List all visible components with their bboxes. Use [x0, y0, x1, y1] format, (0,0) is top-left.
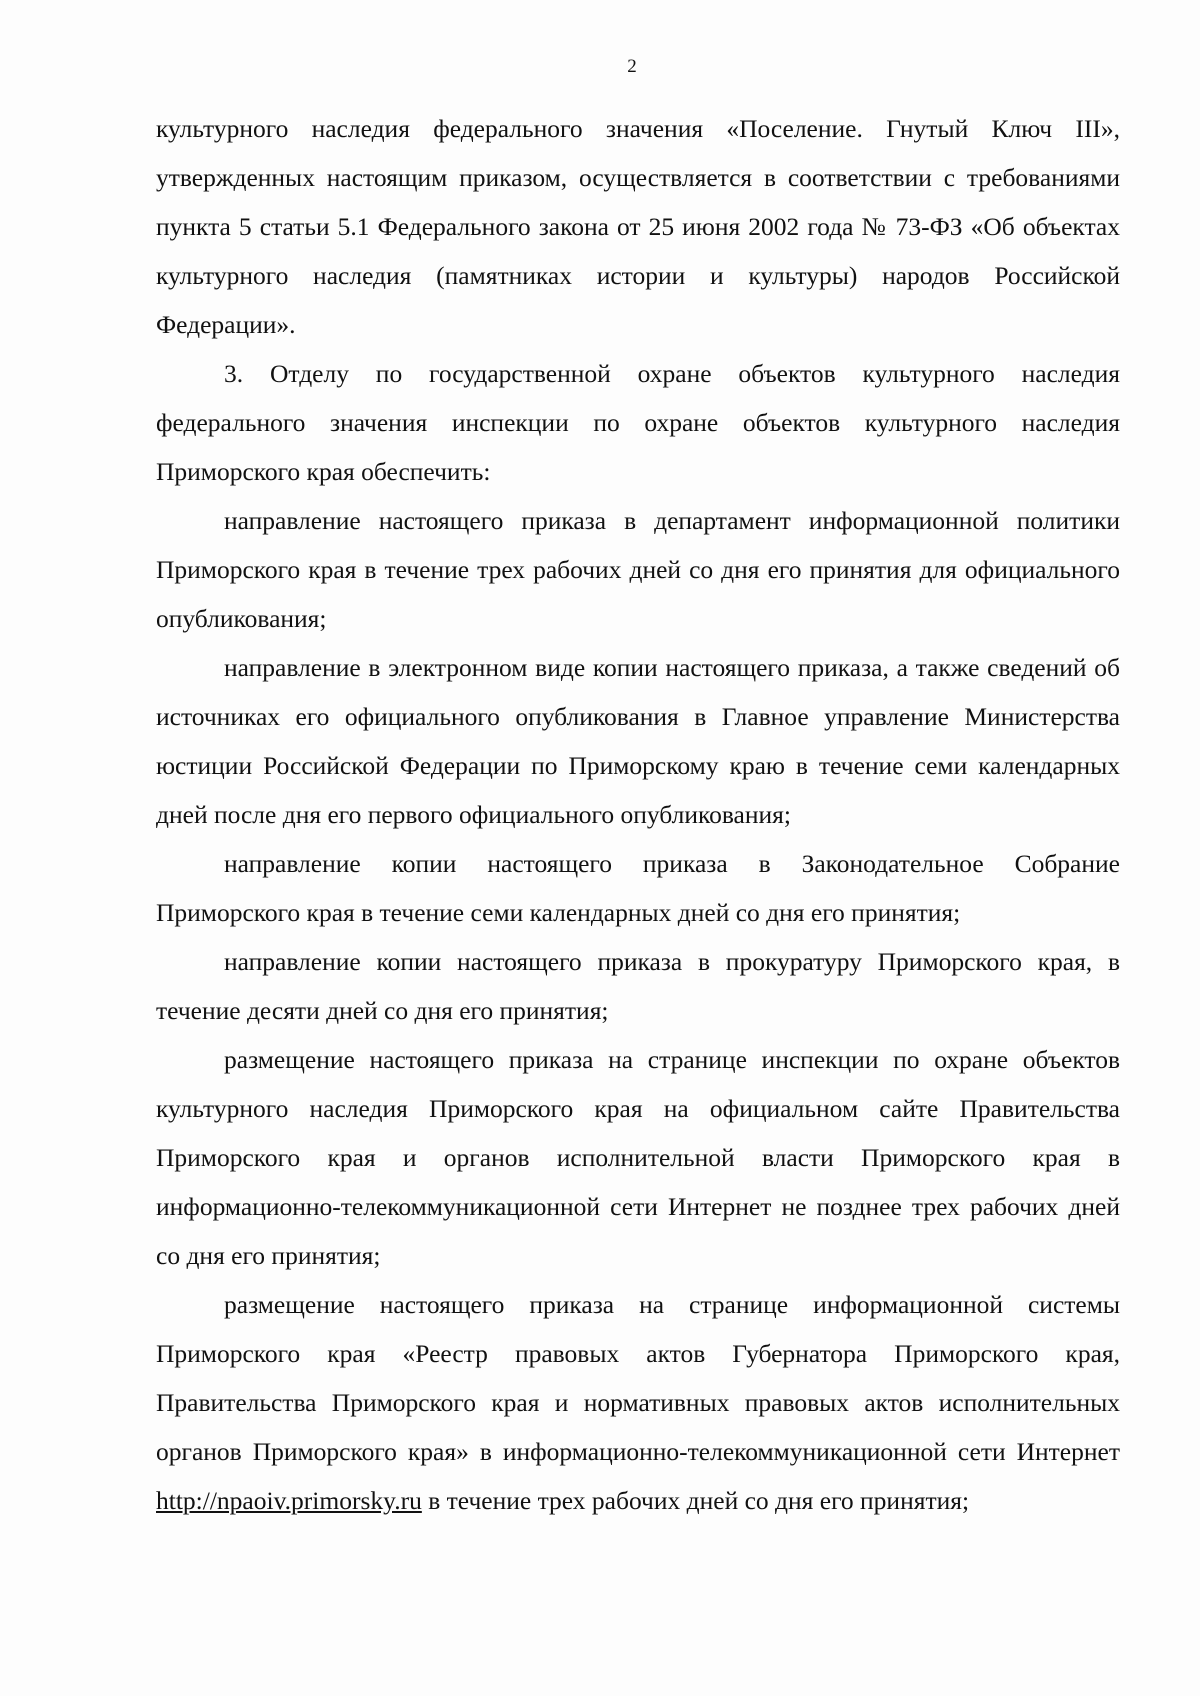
registry-text-before: размещение настоящего приказа на странице информационной системы Приморского края «Реестр правовых актов Губернатора Приморского края, Правительства Приморского края и нормативных правовых актов исполнительных органов Приморского края» в информационно-телекоммуникационной сети Интернет [156, 1290, 1120, 1466]
paragraph-registry [156, 1280, 1120, 1525]
paragraph-prosecutor: направление копии настоящего приказа в прокуратуру Приморского края, в течение десяти дней со дня его принятия; [156, 947, 1120, 1025]
paragraph-dept-info-policy: направление настоящего приказа в департамент информационной политики Приморского края в течение трех рабочих дней со дня его принятия для официального опубликования; [156, 506, 1120, 633]
paragraph-item-3: 3. Отделу по государственной охране объектов культурного наследия федерального значения инспекции по охране объектов культурного наследия Приморского края обеспечить: [156, 359, 1120, 486]
registry-link[interactable]: http://npaoiv.primorsky.ru [156, 1486, 422, 1515]
paragraph-official-site: размещение настоящего приказа на странице инспекции по охране объектов культурного наследия Приморского края на официальном сайте Правительства Приморского края и органов исполнительной власти Приморского края в информационно-телекоммуникационной сети Интернет не позднее трех рабочих дней со дня его принятия; [156, 1045, 1120, 1270]
paragraph-legislative-assembly: направление копии настоящего приказа в Законодательное Собрание Приморского края в течение семи календарных дней со дня его принятия; [156, 849, 1120, 927]
page-number: 2 [627, 56, 637, 77]
registry-text-after: в течение трех рабочих дней со дня его принятия; [421, 1486, 970, 1515]
paragraph-ministry-justice: направление в электронном виде копии настоящего приказа, а также сведений об источниках его официального опубликования в Главное управление Министерства юстиции Российской Федерации по Приморскому краю в течение семи календарных дней после дня его первого официального опубликования; [156, 653, 1120, 829]
document-body [156, 104, 1120, 1525]
paragraph-continuation: культурного наследия федерального значения «Поселение. Гнутый Ключ III», утвержденных настоящим приказом, осуществляется в соответствии с требованиями пункта 5 статьи 5.1 Федерального закона от 25 июня 2002 года № 73-ФЗ «Об объектах культурного наследия (памятниках истории и культуры) народов Российской Федерации». [156, 114, 1120, 339]
